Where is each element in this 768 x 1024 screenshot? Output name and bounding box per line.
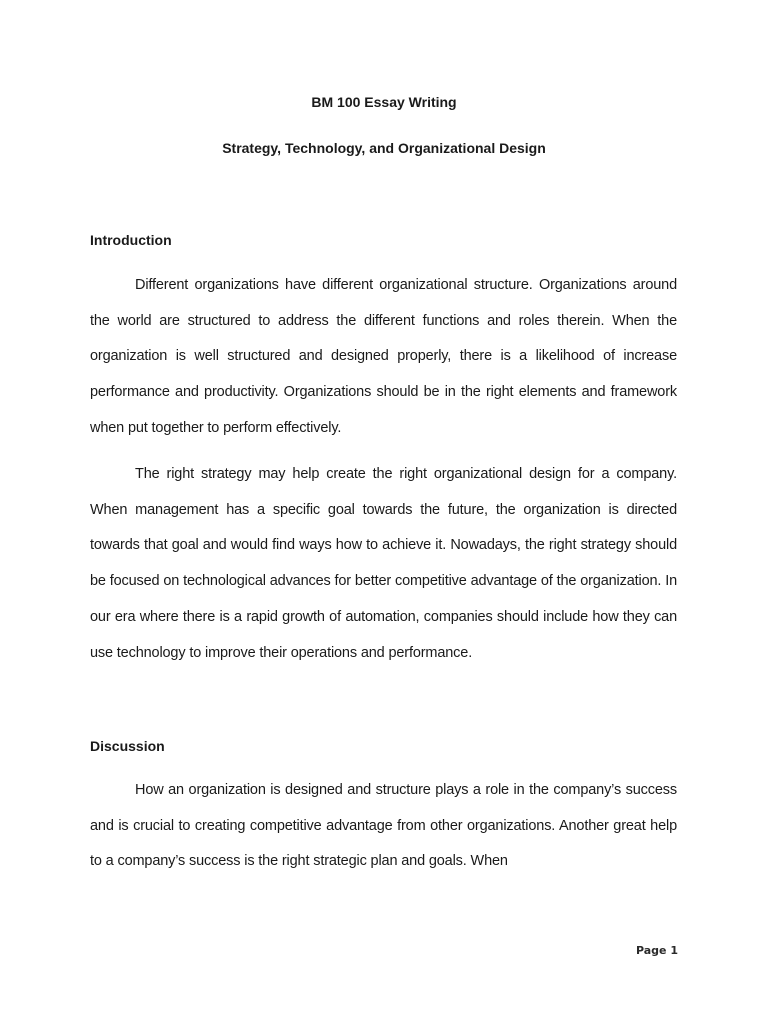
paragraph: How an organization is designed and structure plays a role in the company’s success and is crucial to creating competitive advantage from other organizations. Another great help to a company’s success is the right strategic plan and goals. When [90,782,677,870]
paragraph: Different organizations have different organizational structure. Organizations around the world are structured to address the different functions and roles therein. When the organization is well structured and designed properly, there is a likelihood of increase performance and productivity. Organizations should be in the right elements and framework when put together to perform effectively. [90,277,677,436]
section-heading-introduction: Introduction [90,232,172,248]
essay-title: Strategy, Technology, and Organizational Design [222,140,546,156]
course-title: BM 100 Essay Writing [311,94,457,110]
section-heading-discussion: Discussion [90,738,165,754]
page-number: Page 1 [635,944,678,957]
paragraph: The right strategy may help create the right organizational design for a company. When management has a specific goal towards the future, the organization is directed towards that goal and would find ways how to achieve it. Nowadays, the right strategy should be focused on technological advances for better competitive advantage of the organization. In our era where there is a rapid growth of automation, companies should include how they can use technology to improve their operations and performance. [90,466,677,661]
